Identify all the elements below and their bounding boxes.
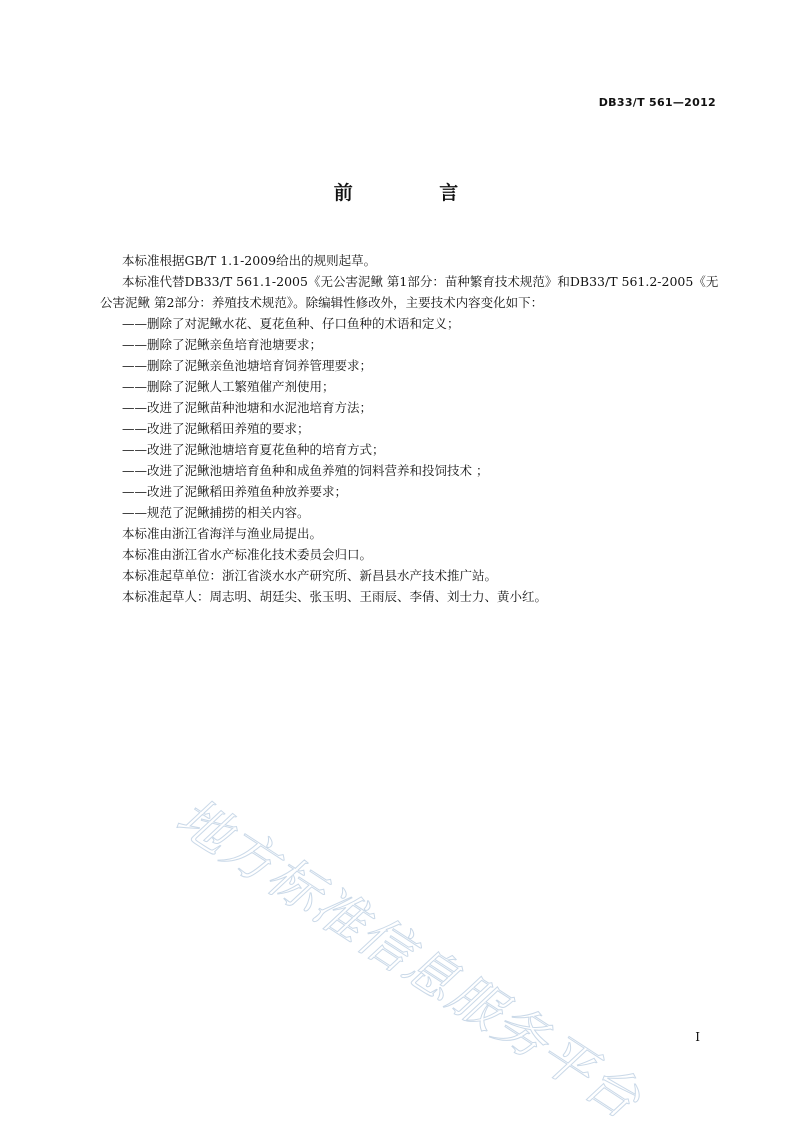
paragraph: 本标准由浙江省水产标准化技术委员会归口。: [122, 547, 373, 562]
list-item: ——规范了泥鳅捕捞的相关内容。: [122, 505, 310, 520]
page-number: I: [695, 1030, 700, 1044]
watermark: 地方标准信息服务平台: [165, 786, 652, 1132]
paragraph: 本标准代替DB33/T 561.1-2005《无公害泥鳅 第1部分：苗种繁育技术规范》和DB33/T 561.2-2005《无公害泥鳅 第2部分：养殖技术规范》。除编辑性修改外，主要技术内容变化如下：: [100, 274, 719, 310]
list-item: ——改进了泥鳅苗种池塘和水泥池培育方法；: [122, 400, 373, 415]
list-item: ——改进了泥鳅池塘培育夏花鱼种的培育方式；: [122, 442, 385, 457]
list-item: ——删除了泥鳅亲鱼池塘培育饲养管理要求；: [122, 358, 373, 373]
list-item: ——删除了泥鳅亲鱼培育池塘要求；: [122, 337, 323, 352]
document-body: [100, 250, 720, 607]
paragraph: 本标准起草人：周志明、胡廷尖、张玉明、王雨辰、李倩、刘士力、黄小红。: [122, 589, 548, 604]
paragraph: 本标准由浙江省海洋与渔业局提出。: [122, 526, 323, 541]
list-item: ——删除了对泥鳅水花、夏花鱼种、仔口鱼种的术语和定义；: [122, 316, 460, 331]
list-item: ——改进了泥鳅池塘培育鱼种和成鱼养殖的饲料营养和投饲技术 ；: [122, 463, 489, 478]
list-item: ——删除了泥鳅人工繁殖催产剂使用；: [122, 379, 335, 394]
standard-number: DB33/T 561—2012: [598, 96, 716, 109]
list-item: ——改进了泥鳅稻田养殖的要求；: [122, 421, 310, 436]
paragraph: 本标准起草单位：浙江省淡水水产研究所、新昌县水产技术推广站。: [122, 568, 498, 583]
page-title: 前 言: [333, 182, 499, 204]
paragraph: 本标准根据GB/T 1.1-2009给出的规则起草。: [122, 253, 377, 268]
list-item: ——改进了泥鳅稻田养殖鱼种放养要求；: [122, 484, 348, 499]
